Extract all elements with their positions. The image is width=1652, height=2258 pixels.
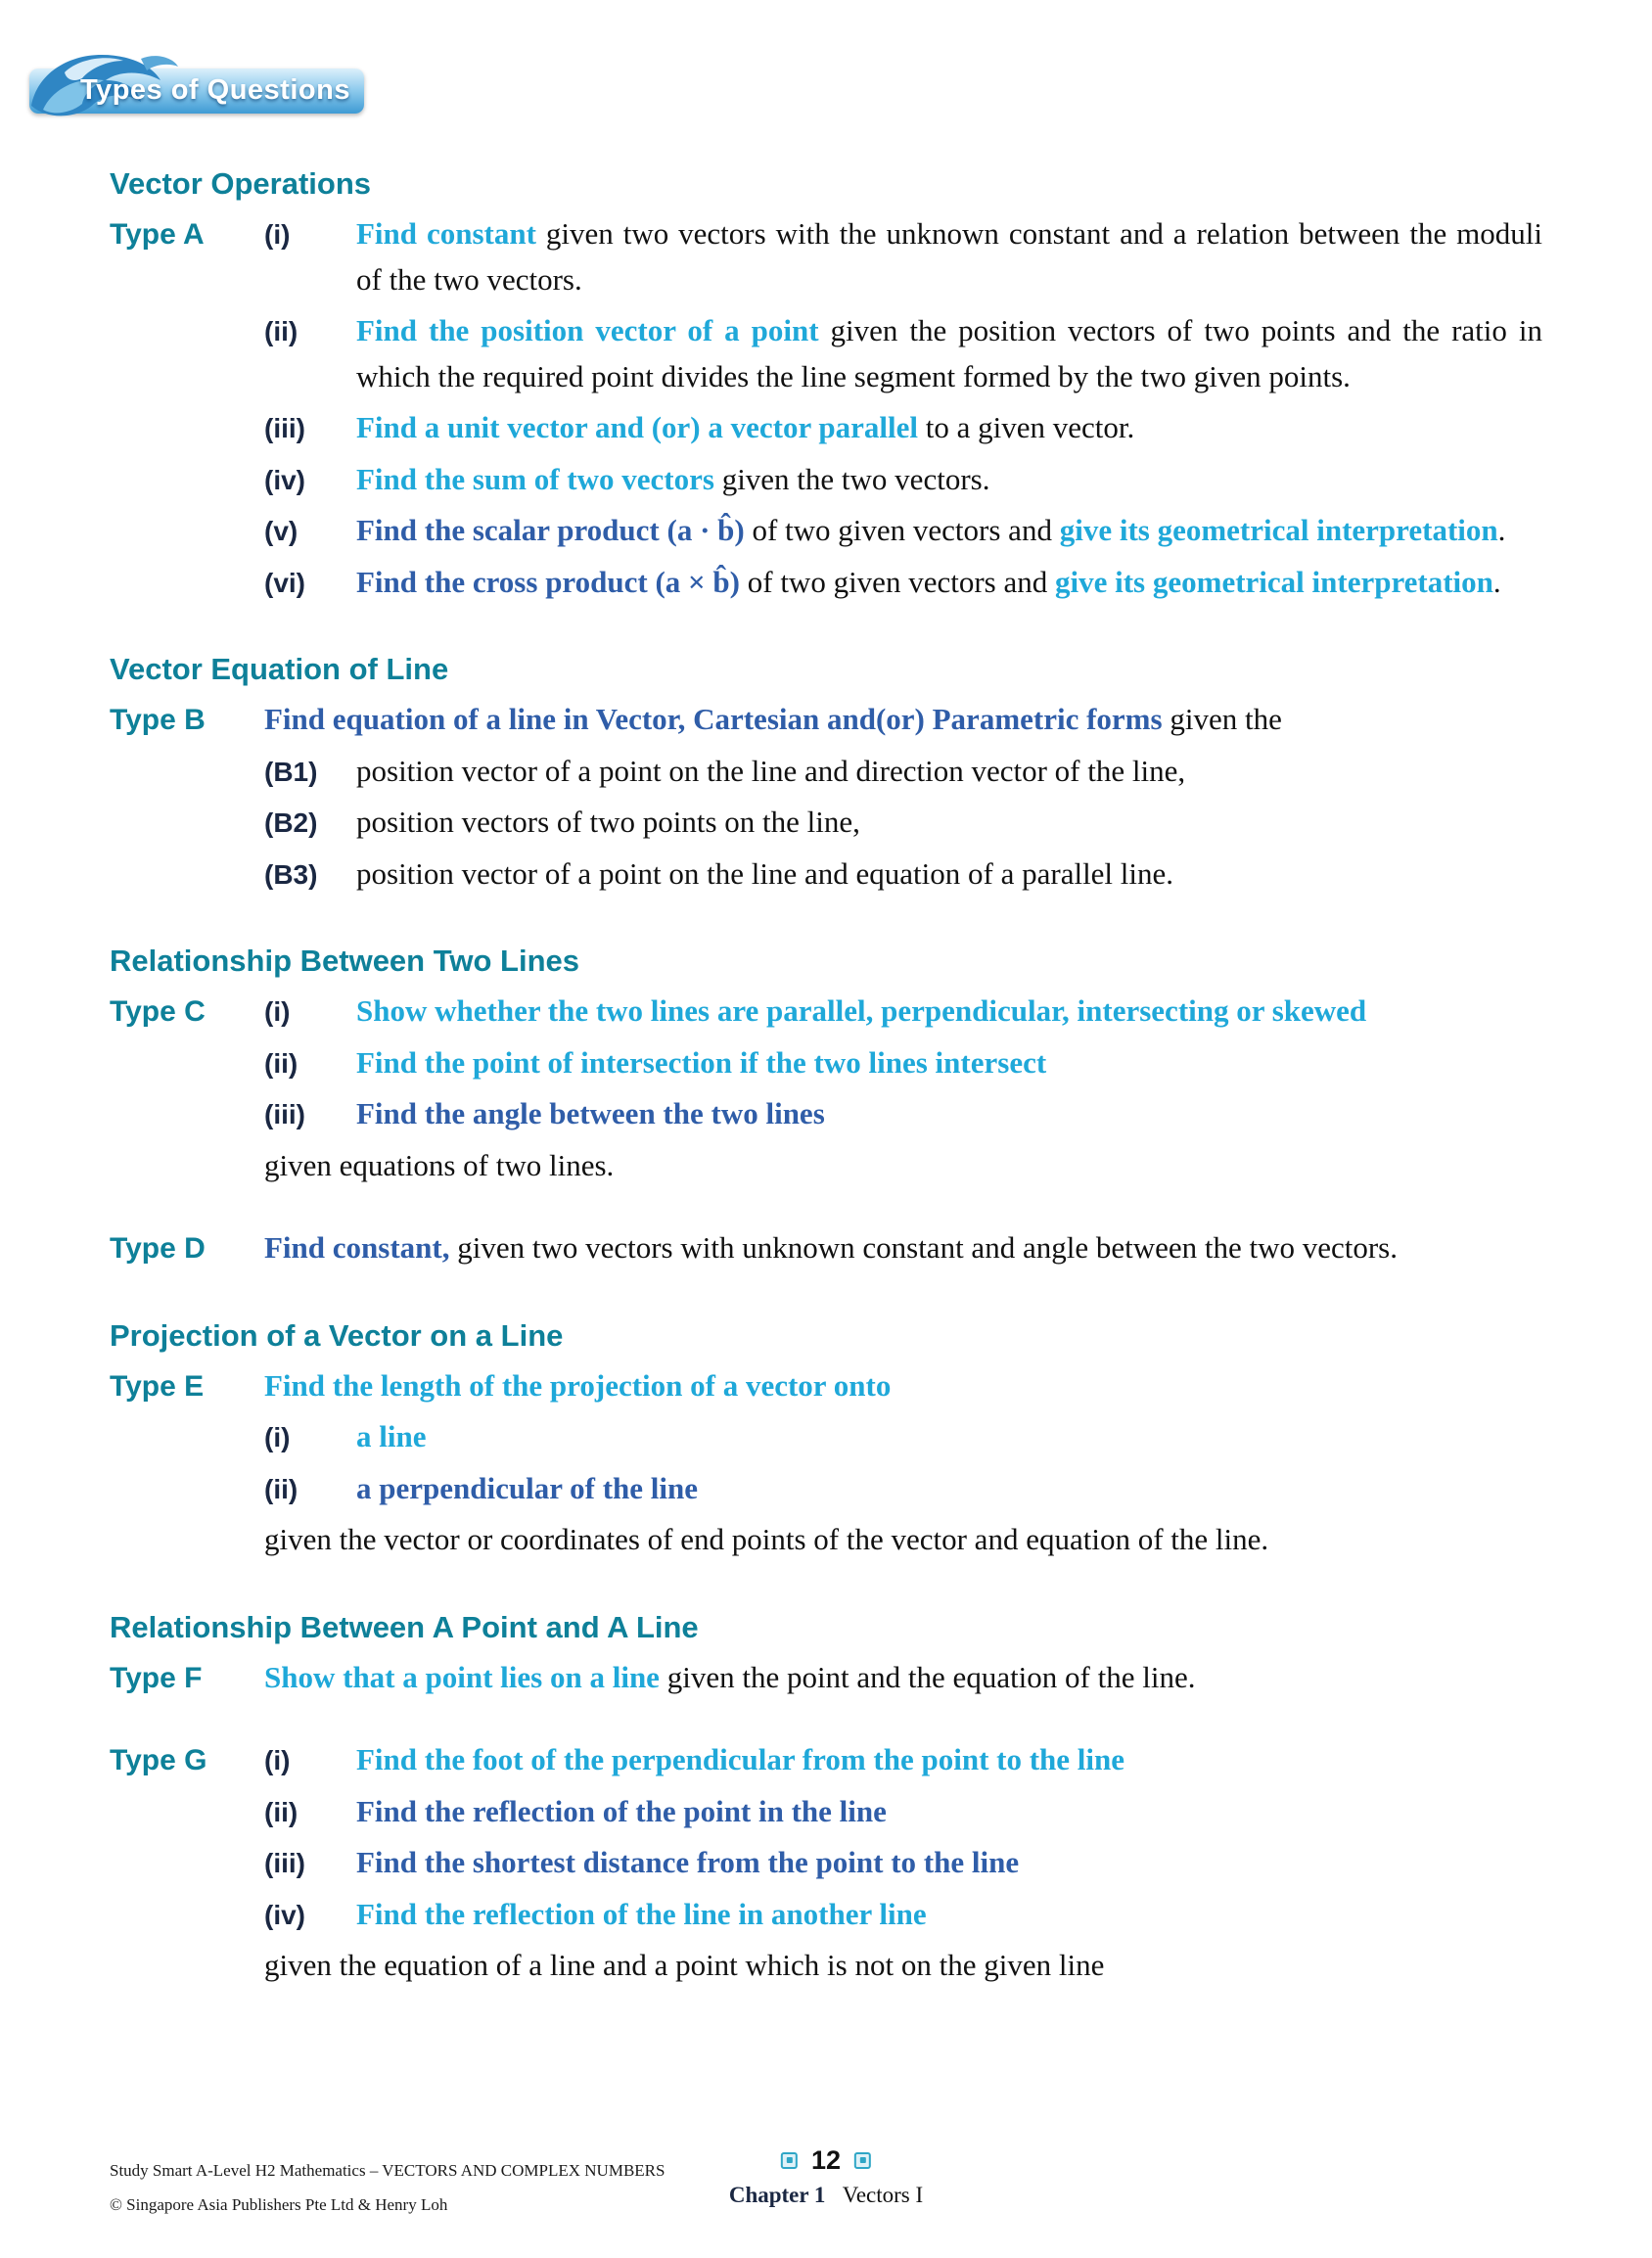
content-row [110, 1892, 1542, 1938]
highlight-segment: Find the reflection of the point in the line [356, 1793, 887, 1828]
type-block [110, 1655, 1542, 1701]
type-label [110, 1473, 264, 1506]
text-segment: of two given vectors and [744, 513, 1060, 547]
section-heading: Projection of a Vector on a Line [110, 1317, 564, 1353]
content-row [110, 1466, 1542, 1512]
text-segment: given the vector or coordinates of end points of the vector and equation of the line. [264, 1522, 1269, 1556]
page-ornament-dot [786, 2157, 792, 2163]
item-text [356, 405, 1542, 451]
item-text [356, 1892, 1542, 1938]
page-ornament-icon [854, 2152, 871, 2169]
item-text [264, 1943, 1542, 1989]
item-marker: (iii) [264, 1848, 305, 1878]
text-segment: given the two vectors. [713, 461, 990, 496]
item-text [356, 508, 1542, 554]
item-marker: (i) [264, 996, 291, 1027]
text-segment: given the point and the equation of the line. [659, 1659, 1196, 1694]
content-row [110, 1840, 1542, 1886]
text-segment: position vectors of two points on the line, [356, 805, 860, 839]
footer-copyright-line: © Singapore Asia Publishers Pte Ltd & Henry Loh [110, 2195, 448, 2215]
type-label [110, 464, 264, 497]
item-text [356, 1840, 1542, 1886]
type-label [110, 756, 264, 789]
text-segment: given the [1162, 702, 1282, 736]
highlight-segment: Find the length of the projection of a vector onto [264, 1367, 892, 1403]
content-row [110, 560, 1542, 606]
text-segment: . [1497, 513, 1506, 547]
text-segment: of two given vectors and [740, 564, 1055, 599]
content-row [110, 1091, 1542, 1137]
item-text [356, 989, 1542, 1035]
type-label [110, 1047, 264, 1081]
item-text [356, 800, 1542, 846]
item-text [356, 852, 1542, 898]
highlight-segment: Find the shortest distance from the point to the line [356, 1845, 1020, 1879]
item-marker: (vi) [264, 567, 305, 598]
type-label [110, 315, 264, 348]
item-marker: (ii) [264, 1796, 298, 1827]
item-text [356, 1789, 1542, 1835]
section [110, 944, 1542, 1271]
content [110, 166, 1542, 1989]
content-row [110, 211, 1542, 302]
type-block [110, 1363, 1542, 1563]
item-marker: (ii) [264, 1473, 298, 1504]
page-number: 12 [810, 2144, 842, 2175]
item-marker: (iii) [264, 413, 305, 443]
type-label: Type B [110, 704, 206, 736]
item-text [356, 1040, 1542, 1086]
highlight-segment: Find the sum of two vectors [356, 461, 714, 496]
content-row [110, 1040, 1542, 1086]
item-marker: (B1) [264, 756, 318, 787]
section-heading: Vector Equation of Line [110, 652, 449, 686]
text-segment: given two vectors with the unknown constant and a relation between the moduli of the two vectors. [356, 216, 1542, 297]
page-number-row [729, 2145, 923, 2176]
highlight-segment: Find the scalar product (a · b̂) [356, 513, 745, 547]
item-text [356, 1466, 1542, 1512]
highlight-segment: Find the foot of the perpendicular from the point to the line [356, 1742, 1125, 1776]
type-block [110, 1737, 1542, 1989]
type-label: Type C [110, 995, 206, 1028]
type-label [110, 567, 264, 600]
content-row [110, 457, 1542, 503]
text-segment: given the equation of a line and a point which is not on the given line [264, 1948, 1105, 1982]
item-text [264, 1225, 1542, 1271]
highlight-segment: Find equation of a line in Vector, Cartesian and(or) Parametric forms [264, 702, 1163, 736]
highlight-segment: a line [356, 1419, 427, 1453]
item-text [264, 1363, 1542, 1409]
type-label: Type A [110, 218, 205, 251]
type-label [110, 1796, 264, 1829]
item-marker: (iv) [264, 464, 305, 495]
content-row [110, 1143, 1542, 1189]
highlight-segment: Find constant, [264, 1230, 450, 1265]
item-marker: (ii) [264, 316, 298, 346]
text-segment: position vector of a point on the line and direction vector of the line, [356, 753, 1186, 788]
type-label: Type G [110, 1744, 207, 1776]
footer-center [729, 2145, 923, 2208]
highlight-segment: Find the cross product (a × b̂) [356, 564, 740, 599]
item-text [356, 1414, 1542, 1460]
chapter-title: Vectors I [842, 2182, 924, 2207]
item-text [356, 308, 1542, 399]
content-row [110, 1414, 1542, 1460]
chapter-label: Chapter 1 [728, 2182, 826, 2207]
type-label [110, 1899, 264, 1932]
highlight-segment: a perpendicular of the line [356, 1470, 699, 1505]
highlight-segment: Find the reflection of the line in another line [356, 1896, 927, 1931]
text-segment: given equations of two lines. [264, 1147, 615, 1182]
content-row [110, 852, 1542, 898]
type-label [110, 1950, 264, 1983]
type-label [110, 412, 264, 445]
content-row [110, 1517, 1542, 1563]
text-segment: to a given vector. [918, 410, 1135, 444]
highlight-segment: Show whether the two lines are parallel, perpendicular, intersecting or skewed [356, 993, 1367, 1028]
highlight-segment: Find constant [356, 216, 536, 251]
type-label [110, 1098, 264, 1131]
text-segment: position vector of a point on the line and equation of a parallel line. [356, 855, 1174, 891]
type-label [110, 1421, 264, 1454]
content-row [110, 1655, 1542, 1701]
content-row [110, 1737, 1542, 1783]
item-marker: (iv) [264, 1899, 305, 1930]
type-label [110, 515, 264, 548]
page-title: Types of Questions [80, 74, 350, 106]
type-block [110, 211, 1542, 605]
content-row [110, 749, 1542, 795]
content-row [110, 1789, 1542, 1835]
item-marker: (i) [264, 1745, 291, 1775]
item-marker: (B2) [264, 807, 318, 838]
type-label [110, 806, 264, 840]
item-text [356, 749, 1542, 795]
item-text [356, 1091, 1542, 1137]
type-block [110, 697, 1542, 897]
section [110, 1610, 1542, 1989]
type-block [110, 1225, 1542, 1271]
highlight-segment: Find the angle between the two lines [356, 1096, 825, 1130]
highlight-segment: give its geometrical interpretation [1059, 513, 1498, 547]
type-label [110, 1150, 264, 1183]
page-ornament-dot [860, 2157, 866, 2163]
item-text [264, 1143, 1542, 1189]
item-text [356, 1737, 1542, 1783]
chapter-line [729, 2183, 923, 2208]
type-block [110, 989, 1542, 1188]
item-text [264, 697, 1542, 743]
item-text [264, 1655, 1542, 1701]
section [110, 1318, 1542, 1563]
section-heading: Relationship Between A Point and A Line [110, 1609, 699, 1644]
content-row [110, 697, 1542, 743]
highlight-segment: Show that a point lies on a line [264, 1659, 660, 1694]
section [110, 166, 1542, 605]
footer [110, 2144, 1542, 2223]
content-row [110, 508, 1542, 554]
highlight-segment: Find the point of intersection if the two lines intersect [356, 1044, 1047, 1080]
item-text [356, 211, 1542, 302]
type-label: Type F [110, 1661, 203, 1694]
content-row [110, 405, 1542, 451]
item-text [356, 560, 1542, 606]
type-label [110, 858, 264, 892]
item-marker: (iii) [264, 1099, 305, 1129]
text-segment: . [1492, 564, 1501, 599]
item-text [264, 1517, 1542, 1563]
type-label [110, 1524, 264, 1557]
highlight-segment: Find the position vector of a point [356, 313, 819, 347]
highlight-segment: Find a unit vector and (or) a vector parallel [356, 410, 919, 444]
type-label: Type E [110, 1369, 205, 1403]
item-marker: (v) [264, 516, 298, 546]
page-ornament-icon [781, 2152, 798, 2169]
type-label [110, 1847, 264, 1880]
content-row [110, 989, 1542, 1035]
item-marker: (i) [264, 219, 291, 250]
text-segment: given the position vectors of two points and the ratio in which the required point divides the line segment formed by the two given points. [356, 313, 1542, 393]
banner [29, 61, 440, 115]
item-marker: (i) [264, 1422, 291, 1452]
content-row [110, 308, 1542, 399]
section [110, 652, 1542, 897]
footer-series-line: Study Smart A-Level H2 Mathematics – VECTORS AND COMPLEX NUMBERS [110, 2160, 665, 2180]
section-heading: Relationship Between Two Lines [110, 944, 579, 978]
item-marker: (B3) [264, 858, 318, 890]
content-row [110, 800, 1542, 846]
section-heading: Vector Operations [110, 166, 372, 201]
content-row [110, 1225, 1542, 1271]
text-segment: given two vectors with unknown constant and angle between the two vectors. [449, 1230, 1398, 1265]
highlight-segment: give its geometrical interpretation [1054, 564, 1493, 599]
content-row [110, 1363, 1542, 1409]
item-text [356, 457, 1542, 503]
item-marker: (ii) [264, 1047, 298, 1079]
content-row [110, 1943, 1542, 1989]
type-label: Type D [110, 1232, 206, 1265]
